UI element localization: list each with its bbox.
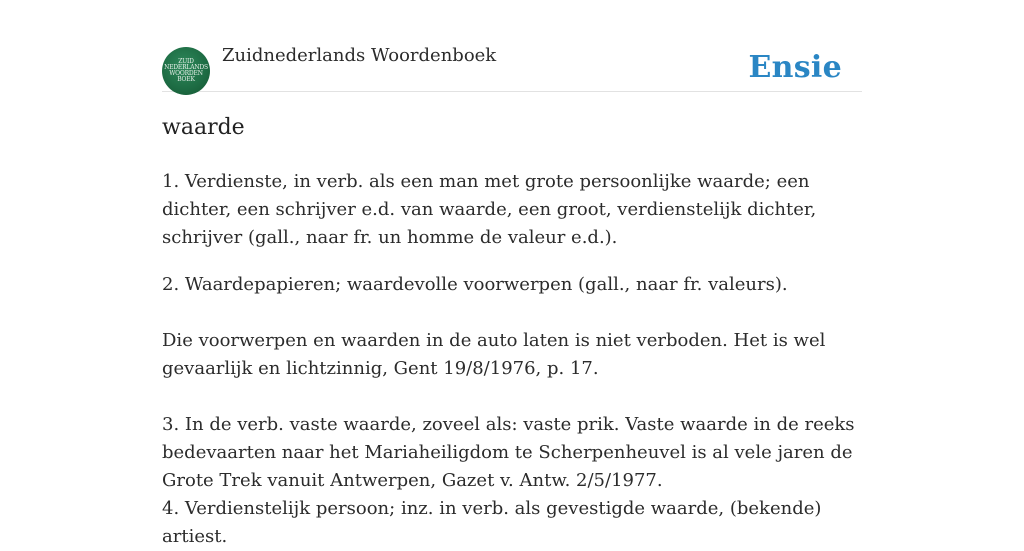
site-title-link[interactable]: Zuidnederlands Woordenboek bbox=[222, 45, 497, 66]
site-header bbox=[162, 0, 862, 92]
logo-text-line: ZUID bbox=[178, 58, 194, 65]
brand-logo-link[interactable]: Ensie bbox=[748, 50, 842, 85]
definition-paragraph: 1. Verdienste, in verb. als een man met grote persoonlijke waarde; een dichter, een schrijver e.d. van waarde, een groot, verdienstelijk dichter, schrijver (gall., naar fr. un homme de valeur e.d.). bbox=[162, 171, 817, 248]
logo[interactable] bbox=[162, 47, 210, 95]
definition-paragraph: 2. Waardepapieren; waardevolle voorwerpen (gall., naar fr. valeurs). bbox=[162, 274, 788, 295]
logo-text-line: WOORDEN bbox=[169, 70, 203, 77]
example-paragraph: Die voorwerpen en waarden in de auto laten is niet verboden. Het is wel gevaarlijk en lichtzinnig, Gent 19/8/1976, p. 17. bbox=[162, 330, 826, 379]
logo-text-line: NEDERLANDS bbox=[164, 64, 208, 71]
entry-headword: waarde bbox=[162, 115, 245, 140]
logo-text-line: BOEK bbox=[177, 76, 195, 83]
definition-paragraph: 3. In de verb. vaste waarde, zoveel als: vaste prik. Vaste waarde in de reeks bedevaarten naar het Mariaheiligdom te Scherpenheuvel is al vele jaren de Grote Trek vanuit Antwerpen, Gazet v. Antw. 2/5/1977. 4. Verdienstelijk persoon; inz. in verb. als gevestigde waarde, (bekende) artiest. bbox=[162, 414, 855, 547]
page bbox=[162, 0, 862, 547]
